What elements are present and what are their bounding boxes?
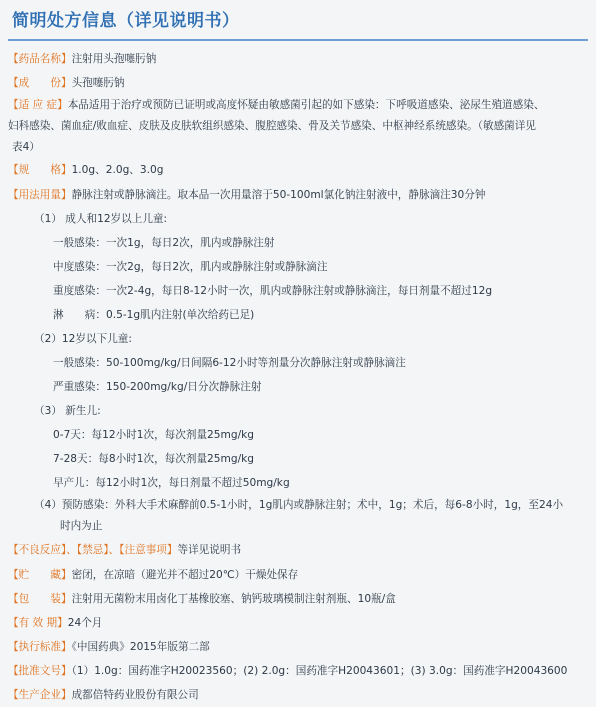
manufacturer-label: 【生产企业】 xyxy=(8,689,72,701)
indication-row xyxy=(8,95,588,158)
prevention-block xyxy=(8,495,588,537)
adult-item-severe: 重度感染：一次2-4g，每日8-12小时一次，肌内或静脉注射或静脉滴注，每日剂量不超过12g xyxy=(53,285,493,297)
newborn-item-0-7: 0-7天：每12小时1次，每次剂量25mg/kg xyxy=(53,429,255,441)
storage-value: 密闭，在凉暗（避光并不超过20℃）干燥处保存 xyxy=(71,569,299,581)
prevention-line-2: 时内为止 xyxy=(60,520,103,532)
child-item-general: 一般感染：50-100mg/kg/日间隔6-12小时等剂量分次静脉注射或静脉滴注 xyxy=(53,357,406,369)
standard-row xyxy=(8,635,588,659)
approval-value: （1）1.0g：国药准字H20023560；(2) 2.0g：国药准字H20043601；(3) 3.0g：国药准字H20043600 xyxy=(71,665,568,677)
usage-row xyxy=(8,183,588,207)
spec-value: 1.0g、2.0g、3.0g xyxy=(71,164,164,176)
adverse-label: 【不良反应】 xyxy=(8,544,67,556)
approval-label: 【批准文号】 xyxy=(8,665,72,677)
ingredient-row xyxy=(8,71,588,95)
standard-value: 《中国药典》2015年版第二部 xyxy=(71,641,210,653)
indication-line-1: 本品适用于治疗或预防已证明或高度怀疑由敏感菌引起的如下感染：下呼吸道感染、泌尿生殖道感染、 xyxy=(67,99,545,111)
usage-label: 【用法用量】 xyxy=(8,189,72,201)
drug-name-value: 注射用头孢噻肟钠 xyxy=(71,53,157,65)
page-title: 简明处方信息（详见说明书） xyxy=(12,11,240,31)
ingredient-label: 【成 份】 xyxy=(8,77,72,89)
adult-item-moderate: 中度感染：一次2g，每日2次，肌内或静脉注射或静脉滴注 xyxy=(53,261,328,273)
newborn-item-premature: 早产儿：每12小时1次，每日剂量不超过50mg/kg xyxy=(53,477,290,489)
info-rows xyxy=(8,47,588,707)
adult-item-general: 一般感染：一次1g，每日2次，肌内或静脉注射 xyxy=(53,237,275,249)
spec-label: 【规 格】 xyxy=(8,164,72,176)
validity-value: 24个月 xyxy=(67,617,103,629)
storage-row xyxy=(8,563,588,587)
precautions-label: 【注意事项】 xyxy=(119,544,178,556)
adult-heading: （1） 成人和12岁以上儿童: xyxy=(34,213,168,225)
indication-label: 【适 应 症】 xyxy=(8,99,68,111)
validity-row xyxy=(8,611,588,635)
newborn-heading: （3） 新生儿: xyxy=(34,405,101,417)
drug-name-label: 【药品名称】 xyxy=(8,53,72,65)
package-row xyxy=(8,587,588,611)
adult-item-gonorrhea: 淋 病：0.5-1g肌内注射(单次给药已足) xyxy=(53,309,255,321)
newborn-item-7-28: 7-28天：每8小时1次，每次剂量25mg/kg xyxy=(53,453,255,465)
adverse-sep-1: 、 xyxy=(66,544,77,556)
child-item-severe: 严重感染：150-200mg/kg/日分次静脉注射 xyxy=(53,381,262,393)
package-value: 注射用无菌粉末用卤化丁基橡胶塞、钠钙玻璃模制注射剂瓶、10瓶/盒 xyxy=(71,593,396,605)
ingredient-value: 头孢噻肟钠 xyxy=(71,77,125,89)
child-heading: （2）12岁以下儿童: xyxy=(34,333,132,345)
standard-label: 【执行标准】 xyxy=(8,641,72,653)
manufacturer-row xyxy=(8,683,588,707)
spec-row xyxy=(8,158,588,183)
indication-line-2: 妇科感染、菌血症/败血症、皮肤及皮肤软组织感染、腹腔感染、骨及关节感染、中枢神经系统感染。（敏感菌详见 xyxy=(8,120,536,132)
usage-intro: 静脉注射或静脉滴注。取本品一次用量溶于50-100ml氯化钠注射液中，静脉滴注30分钟 xyxy=(71,189,486,201)
manufacturer-value: 成都倍特药业股份有限公司 xyxy=(71,689,199,701)
contraindication-label: 【禁忌】 xyxy=(76,544,109,556)
storage-label: 【贮 藏】 xyxy=(8,569,72,581)
drug-name-row xyxy=(8,47,588,71)
indication-line-3: 表4） xyxy=(12,141,40,153)
title-divider xyxy=(8,39,588,41)
validity-label: 【有 效 期】 xyxy=(8,617,68,629)
adverse-value: 等详见说明书 xyxy=(177,544,242,556)
adverse-sep-2: 、 xyxy=(108,544,120,556)
adverse-row xyxy=(8,537,588,563)
package-label: 【包 装】 xyxy=(8,593,72,605)
approval-row xyxy=(8,659,588,683)
prevention-line-1: （4）预防感染：外科大手术麻醉前0.5-1小时，1g肌内或静脉注射；术中，1g；术后，每6-8小时，1g，至24小 xyxy=(34,499,564,511)
